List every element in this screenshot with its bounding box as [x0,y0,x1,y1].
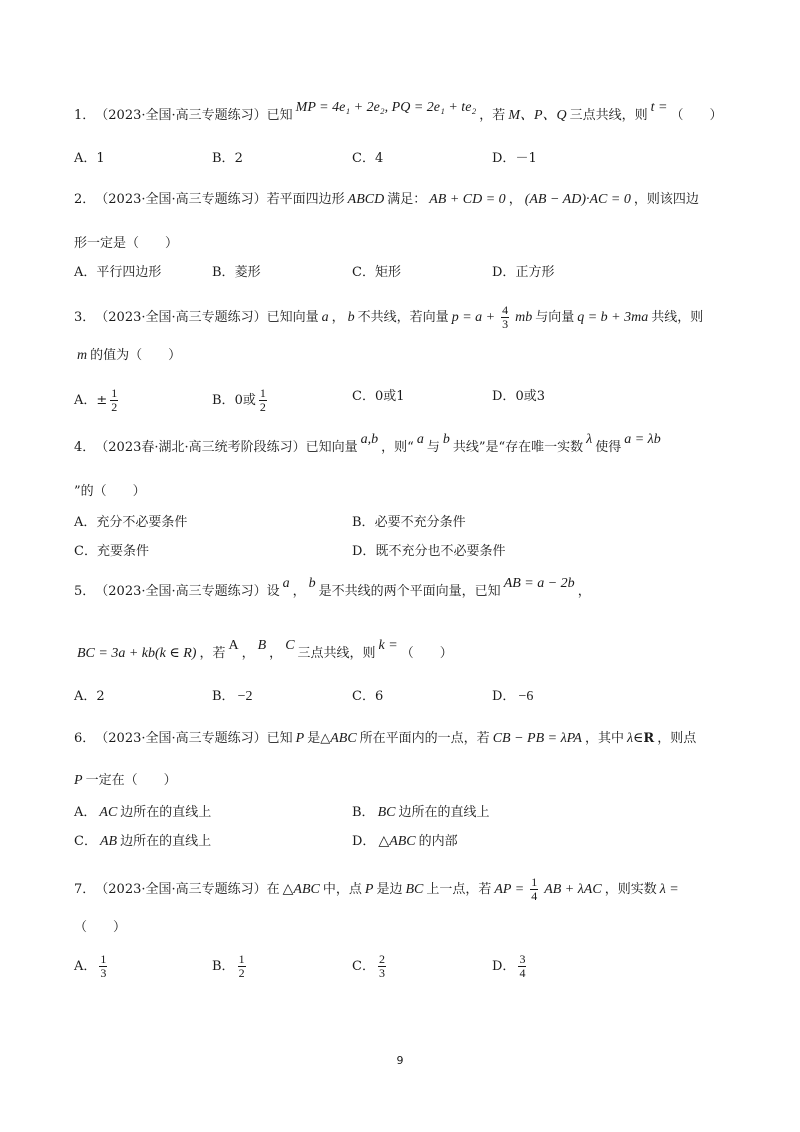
option-b: B． 必要不充分条件 [352,515,466,530]
math-expression: BC = 3a + kb(k ∈ R) [77,646,197,661]
question-source: （2023·全国·高三专题练习） [95,192,267,207]
question-number: 7． [74,881,96,897]
question-text: ，则实数 [604,881,657,897]
option-a: A． 充分不必要条件 [74,515,188,530]
question-text: 共线，则 [651,309,704,325]
option-d: D． 正方形 [492,265,555,280]
option-a: A． 2 [74,689,105,704]
question-text: ，其中 [584,731,624,746]
option-a: A． 平行四边形 [74,265,162,280]
question-text: 已知 [266,108,293,123]
question-text: 设 [266,584,280,599]
question-3-stem [74,304,703,331]
math-expression: (AB − AD)·AC = 0 [524,192,631,207]
math-expression: AB = a − 2b [503,576,575,591]
question-number: 1． [74,108,96,123]
math-expression: C [285,638,295,653]
question-text: 形一定是（ ） [74,236,179,251]
question-number: 2． [74,192,96,207]
question-text: （ ） [74,920,127,935]
question-text: 一定在（ ） [85,773,177,788]
question-7-stem-cont [74,918,126,938]
fraction: $\frac{1}{4}$ [531,875,538,903]
math-expression: B [257,638,267,653]
math-expression: AB + λAC [544,881,602,897]
option-a: A． AC 边所在的直线上 [74,805,212,820]
question-4-stem-cont [74,482,146,502]
fraction: $\frac{4}{3}$ [502,303,509,331]
question-source: （2023·全国·高三专题练习） [95,309,267,325]
option-b: B． 2 [212,151,243,166]
question-text: （ ） [400,646,453,661]
math-expression: λ = [659,881,679,897]
math-expression: a [321,309,329,325]
question-text: 中，点 [322,881,362,897]
question-text: ”的（ ） [74,484,146,499]
question-5-stem-cont [74,638,453,664]
option-b: B． −2 [212,689,253,704]
option-a: A． $\frac{1}{3}$ [74,952,107,980]
math-expression: M、P、Q [508,108,567,123]
option-d: D． 0或3 [492,389,545,404]
question-source: （2023·全国·高三专题练习） [95,881,267,897]
math-expression: BC [405,881,424,897]
option-c: C． 6 [352,689,384,704]
question-text: 是△ [307,731,331,746]
question-text: 的值为（ ） [90,348,182,363]
question-source: （2023·全国·高三专题练习） [95,731,267,746]
math-expression: MP = 4e₁ + 2e₂, PQ = 2e₁ + te₂ [295,100,477,115]
option-c: C． 矩形 [352,265,401,280]
question-4-stem [74,432,664,458]
question-text: 三点共线，则 [569,108,648,123]
option-c: C． 充要条件 [74,544,149,559]
math-expression: k = [378,638,398,653]
question-7-stem [74,876,682,903]
math-expression: ABC [330,731,357,746]
question-text: ， [577,584,591,599]
math-expression: λ [586,432,593,447]
question-text: ，则该四边 [633,192,699,207]
question-text: 是不共线的两个平面向量，已知 [318,584,501,599]
question-text: ， [269,646,283,661]
option-c: C． AB 边所在的直线上 [74,834,212,849]
question-6-stem-cont [74,771,177,791]
option-b: B． BC 边所在的直线上 [352,805,490,820]
math-expression: p = a + [451,309,496,325]
question-text: 是边 [376,881,403,897]
math-expression: A [228,638,239,653]
option-b: B． $\frac{1}{2}$ [212,952,245,980]
math-expression: b [347,309,355,325]
question-text: ， [508,192,522,207]
math-expression: R [643,731,655,746]
question-number: 4． [74,440,96,455]
math-expression: △ABC [282,881,320,897]
option-d: D． △ABC 的内部 [352,834,458,849]
question-text: ，则“ [381,440,414,455]
option-d: D． －1 [492,151,537,166]
math-expression: t = [650,100,668,115]
question-number: 5． [74,584,96,599]
question-text: ，若 [199,646,226,661]
question-text: 满足： [387,192,427,207]
question-2-stem-cont [74,234,178,254]
question-1-stem [74,100,723,126]
question-text: 与向量 [535,309,575,325]
question-text: 共线”是“存在唯一实数 [452,440,584,455]
page-number: 9 [396,1054,404,1067]
option-d: D． $\frac{3}{4}$ [492,952,526,980]
question-text: ， [292,584,306,599]
option-c: C． $\frac{2}{3}$ [352,952,385,980]
option-d: D． −6 [492,689,534,704]
question-2-stem [74,190,699,210]
option-b: B． 菱形 [212,265,261,280]
math-expression: ABCD [347,192,385,207]
question-text: 不共线，若向量 [357,309,449,325]
math-expression: a,b [360,432,379,447]
question-text: 上一点，若 [426,881,492,897]
question-text: 使得 [595,440,622,455]
question-text: （ ） [670,108,723,123]
question-text: 三点共线，则 [297,646,376,661]
question-source: （2023·全国·高三专题练习） [95,584,267,599]
math-expression: mb [515,309,533,325]
question-text: 所在平面内的一点，若 [359,731,490,746]
math-expression: b [442,432,450,447]
option-a: A． 1 [74,151,105,166]
math-expression: a [282,576,290,591]
math-expression: a = λb [624,432,661,447]
option-a: A． ± $\frac{1}{2}$ [74,386,118,414]
question-source: （2023·全国·高三专题练习） [95,108,267,123]
question-text: ， [331,309,345,325]
math-expression: P [295,731,305,746]
question-5-stem [74,576,591,602]
question-text: 与 [426,440,440,455]
question-text: 在 [266,881,280,897]
math-expression: P [74,773,83,788]
question-text: 已知 [266,731,293,746]
question-number: 6． [74,731,96,746]
math-expression: q = b + 3ma [577,309,649,325]
option-c: C． 4 [352,151,384,166]
math-expression: m [77,348,88,363]
option-d: D． 既不充分也不必要条件 [352,544,506,559]
math-expression: a [416,432,424,447]
math-expression: CB − PB = λPA [492,731,582,746]
option-b: B． 0或 $\frac{1}{2}$ [212,386,266,414]
question-text: ，若 [479,108,506,123]
question-3-stem-cont [74,346,181,366]
question-text: 已知向量 [305,440,358,455]
math-expression: P [364,881,374,897]
math-expression: AP = [494,881,525,897]
option-c: C． 0或1 [352,389,405,404]
question-text: ，则点 [657,731,697,746]
question-text: 若平面四边形 [266,192,345,207]
question-text: ， [241,646,255,661]
math-expression: AB + CD = 0 [429,192,506,207]
math-expression: b [308,576,316,591]
question-text: 已知向量 [266,309,319,325]
math-expression: λ∈ [626,731,644,746]
question-number: 3． [74,309,96,325]
question-source: （2023春·湖北·高三统考阶段练习） [95,440,306,455]
question-6-stem [74,729,696,749]
